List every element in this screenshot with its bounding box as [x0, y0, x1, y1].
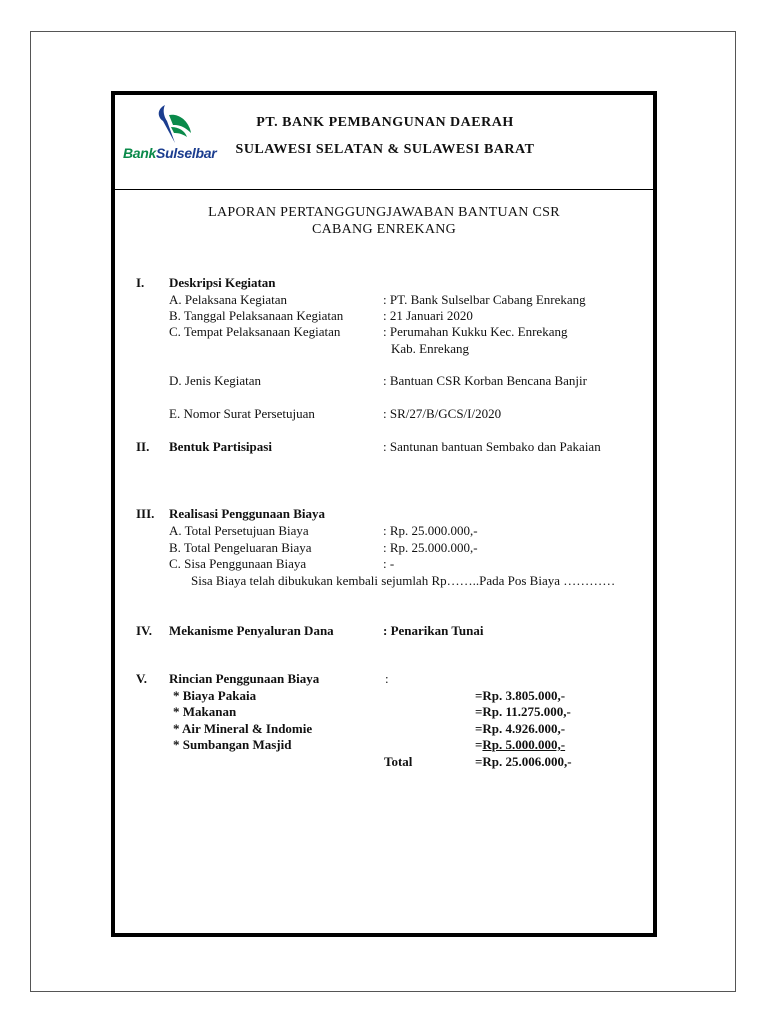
header-line-2: SULAWESI SELATAN & SULAWESI BARAT	[235, 142, 535, 157]
cost-item-label: * Biaya Pakaia	[173, 688, 257, 703]
s3-row-label: A. Total Persetujuan Biaya	[169, 523, 309, 538]
s1-row-value: : PT. Bank Sulselbar Cabang Enrekang	[383, 292, 586, 307]
bank-logo	[123, 103, 223, 163]
s1-row-label: E. Nomor Surat Persetujuan	[169, 406, 315, 421]
section-4-number: IV.	[136, 623, 153, 638]
s3-row-label: B. Total Pengeluaran Biaya	[169, 540, 312, 555]
s1-row-value: : Perumahan Kukku Kec. Enrekang	[383, 324, 568, 339]
s1-row-value: : SR/27/B/GCS/I/2020	[383, 406, 502, 421]
sail-logo-icon	[153, 103, 193, 145]
section-2-number: II.	[136, 439, 150, 454]
section-5-number: V.	[136, 671, 147, 686]
total-label: Total	[384, 754, 413, 769]
cost-item-label: * Makanan	[173, 704, 237, 719]
section-3-number: III.	[136, 506, 155, 521]
section-5-heading: Rincian Penggunaan Biaya	[169, 671, 320, 686]
cost-item-amount: =Rp. 4.926.000,-	[475, 721, 566, 736]
s3-row-value: : Rp. 25.000.000,-	[383, 540, 478, 555]
s1-row-label: A. Pelaksana Kegiatan	[169, 292, 288, 307]
header-line-1: PT. BANK PEMBANGUNAN DAERAH	[256, 115, 514, 130]
section-2-value: : Santunan bantuan Sembako dan Pakaian	[383, 439, 601, 454]
document-frame	[111, 91, 657, 937]
header-divider	[115, 189, 653, 190]
cost-item-amount: =Rp. 3.805.000,-	[475, 688, 566, 703]
section-3-heading: Realisasi Penggunaan Biaya	[169, 506, 326, 521]
section-1-number: I.	[136, 275, 145, 290]
report-title-line-1: LAPORAN PERTANGGUNGJAWABAN BANTUAN CSR	[208, 205, 560, 220]
s1-row-value-cont: Kab. Enrekang	[391, 341, 469, 356]
cost-item-label: * Sumbangan Masjid	[173, 737, 292, 752]
s1-row-label: B. Tanggal Pelaksanaan Kegiatan	[169, 308, 344, 323]
s3-row-value: : Rp. 25.000.000,-	[383, 523, 478, 538]
s1-row-value: : Bantuan CSR Korban Bencana Banjir	[383, 373, 587, 388]
s3-row-label: C. Sisa Penggunaan Biaya	[169, 556, 307, 571]
section-2-heading: Bentuk Partisipasi	[169, 439, 272, 454]
cost-item-label: * Air Mineral & Indomie	[173, 721, 313, 736]
cost-item-amount: =Rp. 5.000.000,-	[475, 737, 566, 752]
s1-row-label: D. Jenis Kegiatan	[169, 373, 262, 388]
section-4-value: : Penarikan Tunai	[383, 623, 484, 638]
section-1-heading: Deskripsi Kegiatan	[169, 275, 276, 290]
report-title-line-2: CABANG ENREKANG	[311, 222, 457, 237]
s3-note: Sisa Biaya telah dibukukan kembali sejumlah Rp……..Pada Pos Biaya …………	[191, 573, 616, 588]
s1-row-label: C. Tempat Pelaksanaan Kegiatan	[169, 324, 341, 339]
section-4-heading: Mekanisme Penyaluran Dana	[169, 623, 334, 638]
s3-row-value: : -	[383, 556, 395, 571]
total-amount: =Rp. 25.006.000,-	[475, 754, 572, 769]
section-5-colon: :	[385, 671, 389, 686]
s1-row-value: : 21 Januari 2020	[383, 308, 473, 323]
cost-item-amount: =Rp. 11.275.000,-	[475, 704, 571, 719]
logo-wordmark: BankSulselbar	[123, 145, 217, 161]
